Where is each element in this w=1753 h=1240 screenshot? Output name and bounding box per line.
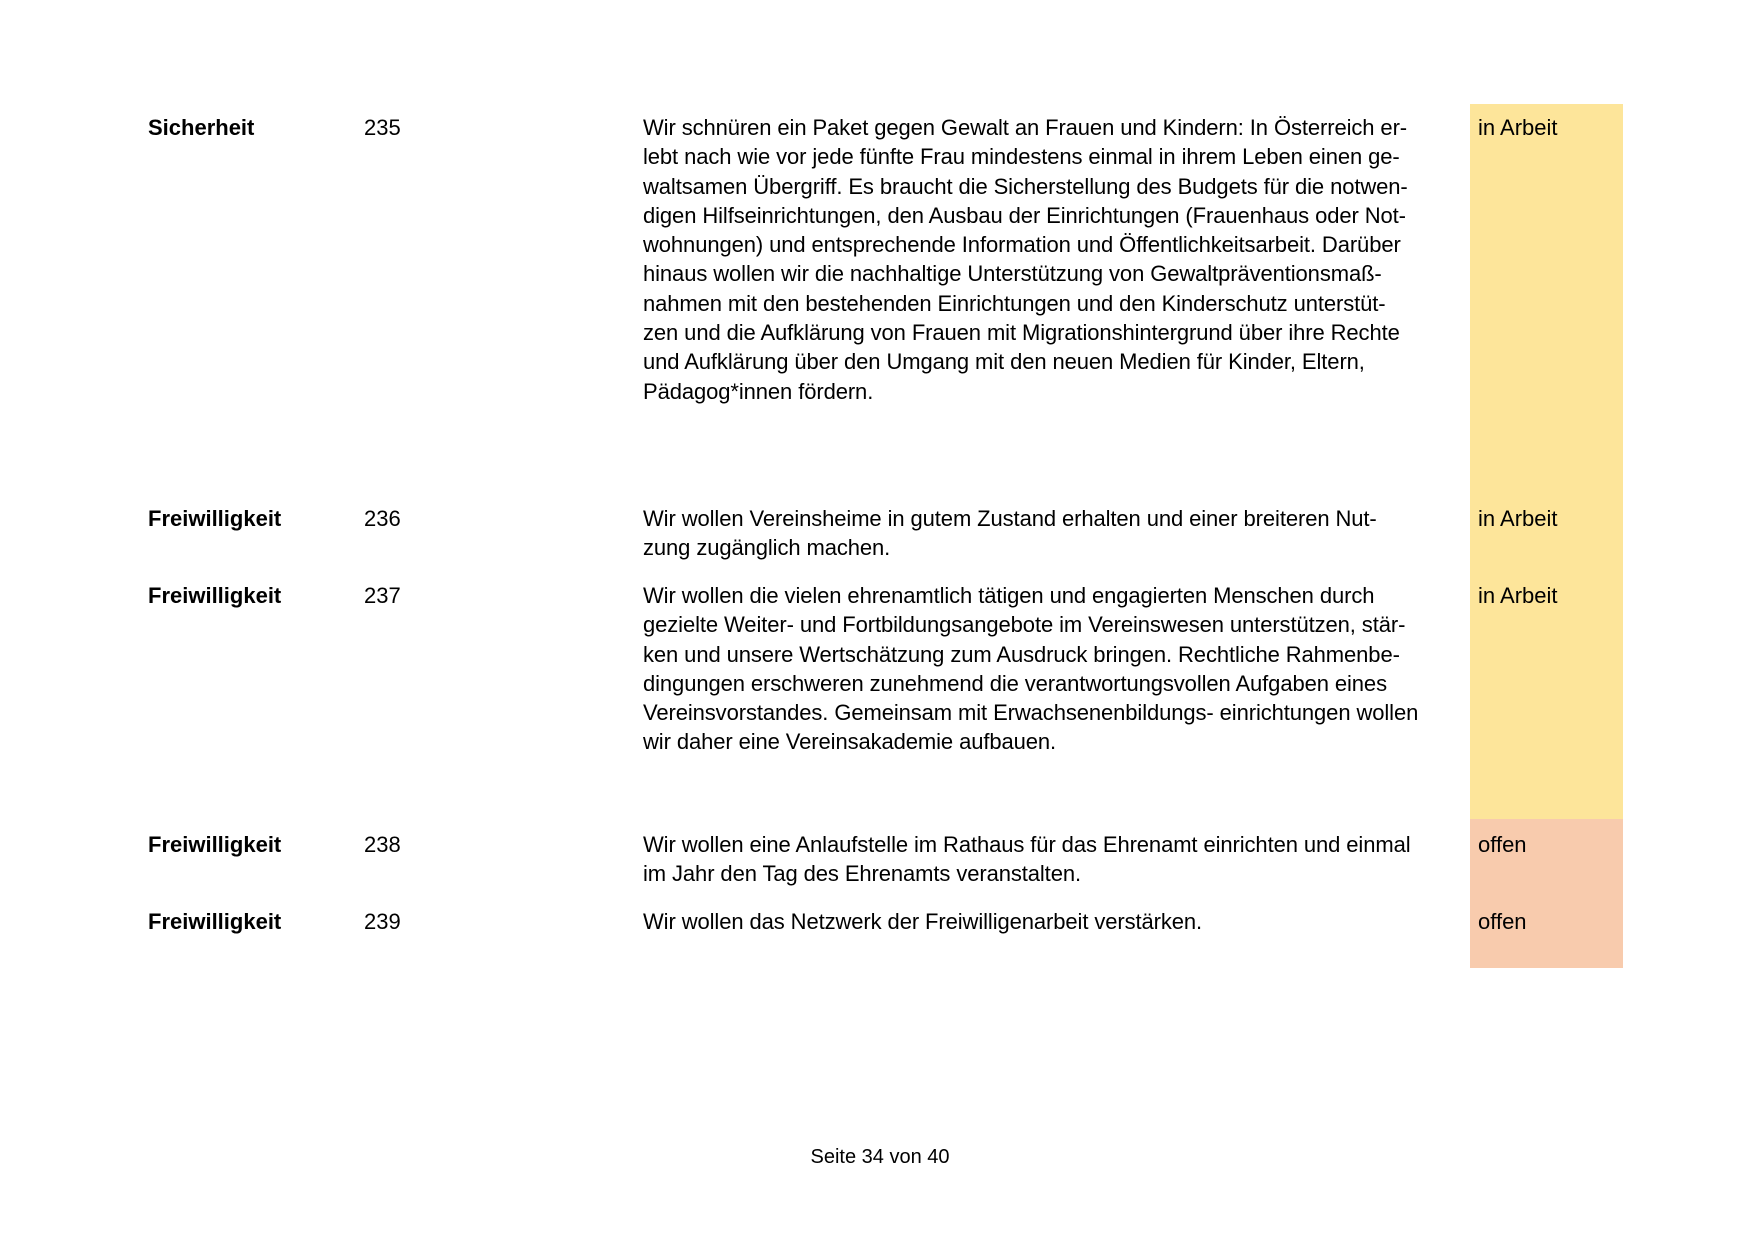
status-background-in-arbeit	[1470, 104, 1623, 819]
status-label: offen	[1478, 832, 1527, 857]
status-label: in Arbeit	[1478, 115, 1558, 140]
row-category: Sicherheit	[148, 115, 255, 140]
row-text: Wir wollen Vereinsheime in gutem Zustand erhalten und einer breiteren Nut- zung zugänglich machen.	[643, 506, 1377, 561]
status-label: offen	[1478, 909, 1527, 934]
row-text: Wir wollen eine Anlaufstelle im Rathaus für das Ehrenamt einrichten und einmal im Jahr den Tag des Ehrenamts veranstalten.	[643, 832, 1411, 887]
row-category: Freiwilligkeit	[148, 832, 282, 857]
row-text: Wir schnüren ein Paket gegen Gewalt an Frauen und Kindern: In Österreich er- lebt nach wie vor jede fünfte Frau mindestens einmal in ihrem Leben einen ge- waltsamen Übergriff. Es braucht die Sicherstellung des Budgets für die notwen- digen Hilfseinrichtungen, den Ausbau der Einrichtungen (Frauenhaus oder Not- wohnungen) und entsprechende Information und Öffentlichkeitsarbeit. Darüber hinaus wollen wir die nachhaltige Unterstützung von Gewaltpräventionsmaß- nahmen mit den bestehenden Einrichtungen und den Kinderschutz unterstüt- zen und die Aufklärung von Frauen mit Migrationshintergrund über ihre Rechte und Aufklärung über den Umgang mit den neuen Medien für Kinder, Eltern, Pädagog*innen fördern.	[643, 115, 1408, 404]
row-text: Wir wollen die vielen ehrenamtlich tätigen und engagierten Menschen durch gezielte Weiter- und Fortbildungsangebote im Vereinswesen unterstützen, stär- ken und unsere Wertschätzung zum Ausdruck bringen. Rechtliche Rahmenbe- dingungen erschweren zunehmend die verantwortungsvollen Aufgaben eines Vereinsvorstandes. Gemeinsam mit Erwachsenenbildungs- einrichtungen wollen wir daher eine Vereinsakademie aufbauen.	[643, 583, 1419, 755]
page-number: Seite 34 von 40	[810, 1146, 950, 1168]
row-category: Freiwilligkeit	[148, 583, 282, 608]
status-label: in Arbeit	[1478, 506, 1558, 531]
row-number: 237	[364, 583, 401, 608]
row-number: 238	[364, 832, 401, 857]
row-category: Freiwilligkeit	[148, 909, 282, 934]
row-number: 235	[364, 115, 401, 140]
row-text: Wir wollen das Netzwerk der Freiwilligenarbeit verstärken.	[643, 909, 1203, 934]
row-category: Freiwilligkeit	[148, 506, 282, 531]
row-number: 236	[364, 506, 401, 531]
status-label: in Arbeit	[1478, 583, 1558, 608]
row-number: 239	[364, 909, 401, 934]
